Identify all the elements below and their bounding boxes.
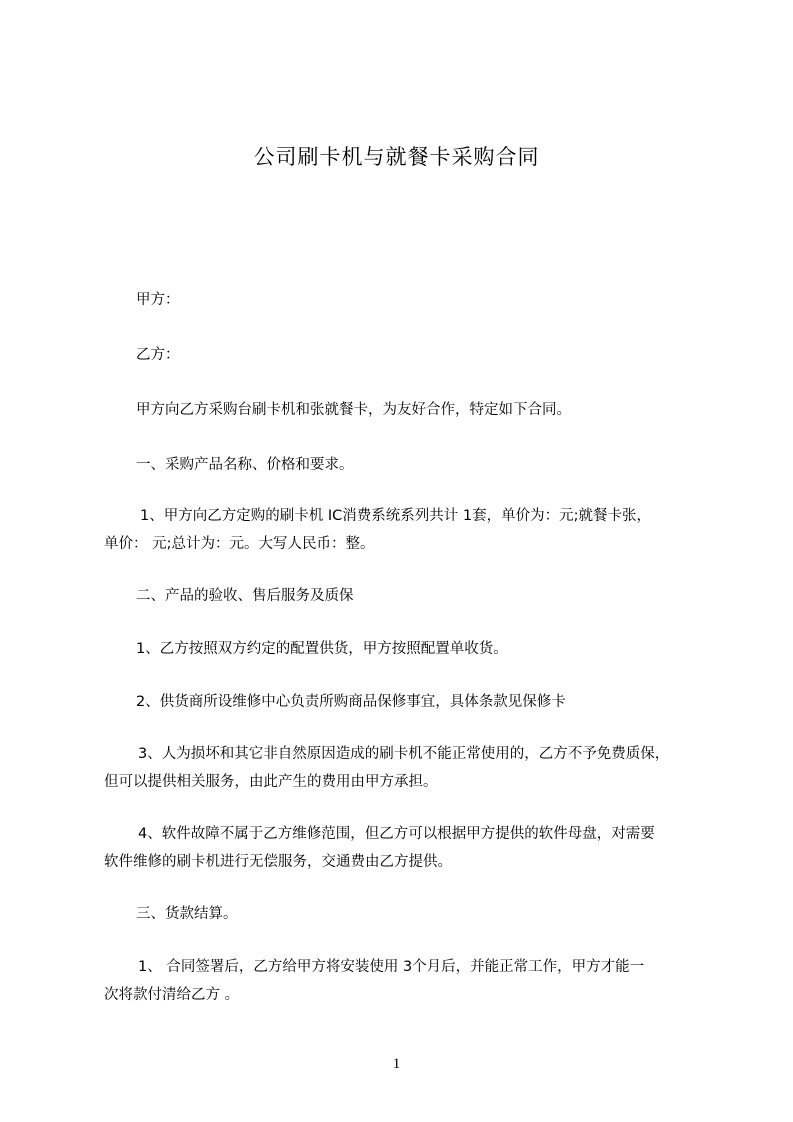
- section2-item3-line2: 但可以提供相关服务，由此产生的费用由甲方承担。: [104, 774, 438, 790]
- section3-heading: 三、货款结算。: [136, 906, 238, 922]
- section1-item1-line2: 单价： 元;总计为：元。大写人民币：整。: [104, 536, 375, 552]
- document-title: 公司刷卡机与就餐卡采购合同: [253, 145, 540, 169]
- section1-item1-line1: 1、甲方向乙方定购的刷卡机 IC消费系统系列共计 1套，单价为：元;就餐卡张，: [140, 508, 651, 524]
- section2-item4: [104, 820, 704, 876]
- section2-item3: [104, 740, 704, 796]
- page-number: 1: [392, 1056, 401, 1072]
- section2-item4-line2: 软件维修的刷卡机进行无偿服务，交通费由乙方提供。: [104, 854, 452, 870]
- section3-item1-line2: 次将款付清给乙方 。: [104, 987, 240, 1003]
- party-a-label: 甲方：: [136, 292, 180, 308]
- section2-item4-line1: 4、软件故障不属于乙方维修范围，但乙方可以根据甲方提供的软件母盘，对需要: [138, 826, 655, 842]
- section2-item2: 2、供货商所设维修中心负责所购商品保修事宜，具体条款见保修卡: [136, 694, 566, 710]
- section2-item1: 1、乙方按照双方约定的配置供货，甲方按照配置单收货。: [136, 641, 508, 657]
- intro-paragraph: 甲方向乙方采购台刷卡机和张就餐卡，为友好合作，特定如下合同。: [136, 402, 571, 418]
- section3-item1-line1: 1、 合同签署后，乙方给甲方将安装使用 3个月后，并能正常工作，甲方才能一: [138, 959, 645, 975]
- party-b-label: 乙方：: [136, 347, 180, 363]
- section3-item1: [104, 953, 704, 1009]
- section1-item1: [104, 502, 704, 558]
- section1-heading: 一、采购产品名称、价格和要求。: [136, 457, 354, 473]
- section2-item3-line1: 3、人为损坏和其它非自然原因造成的刷卡机不能正常使用的，乙方不予免费质保，: [138, 746, 670, 762]
- section2-heading: 二、产品的验收、售后服务及质保: [136, 588, 354, 604]
